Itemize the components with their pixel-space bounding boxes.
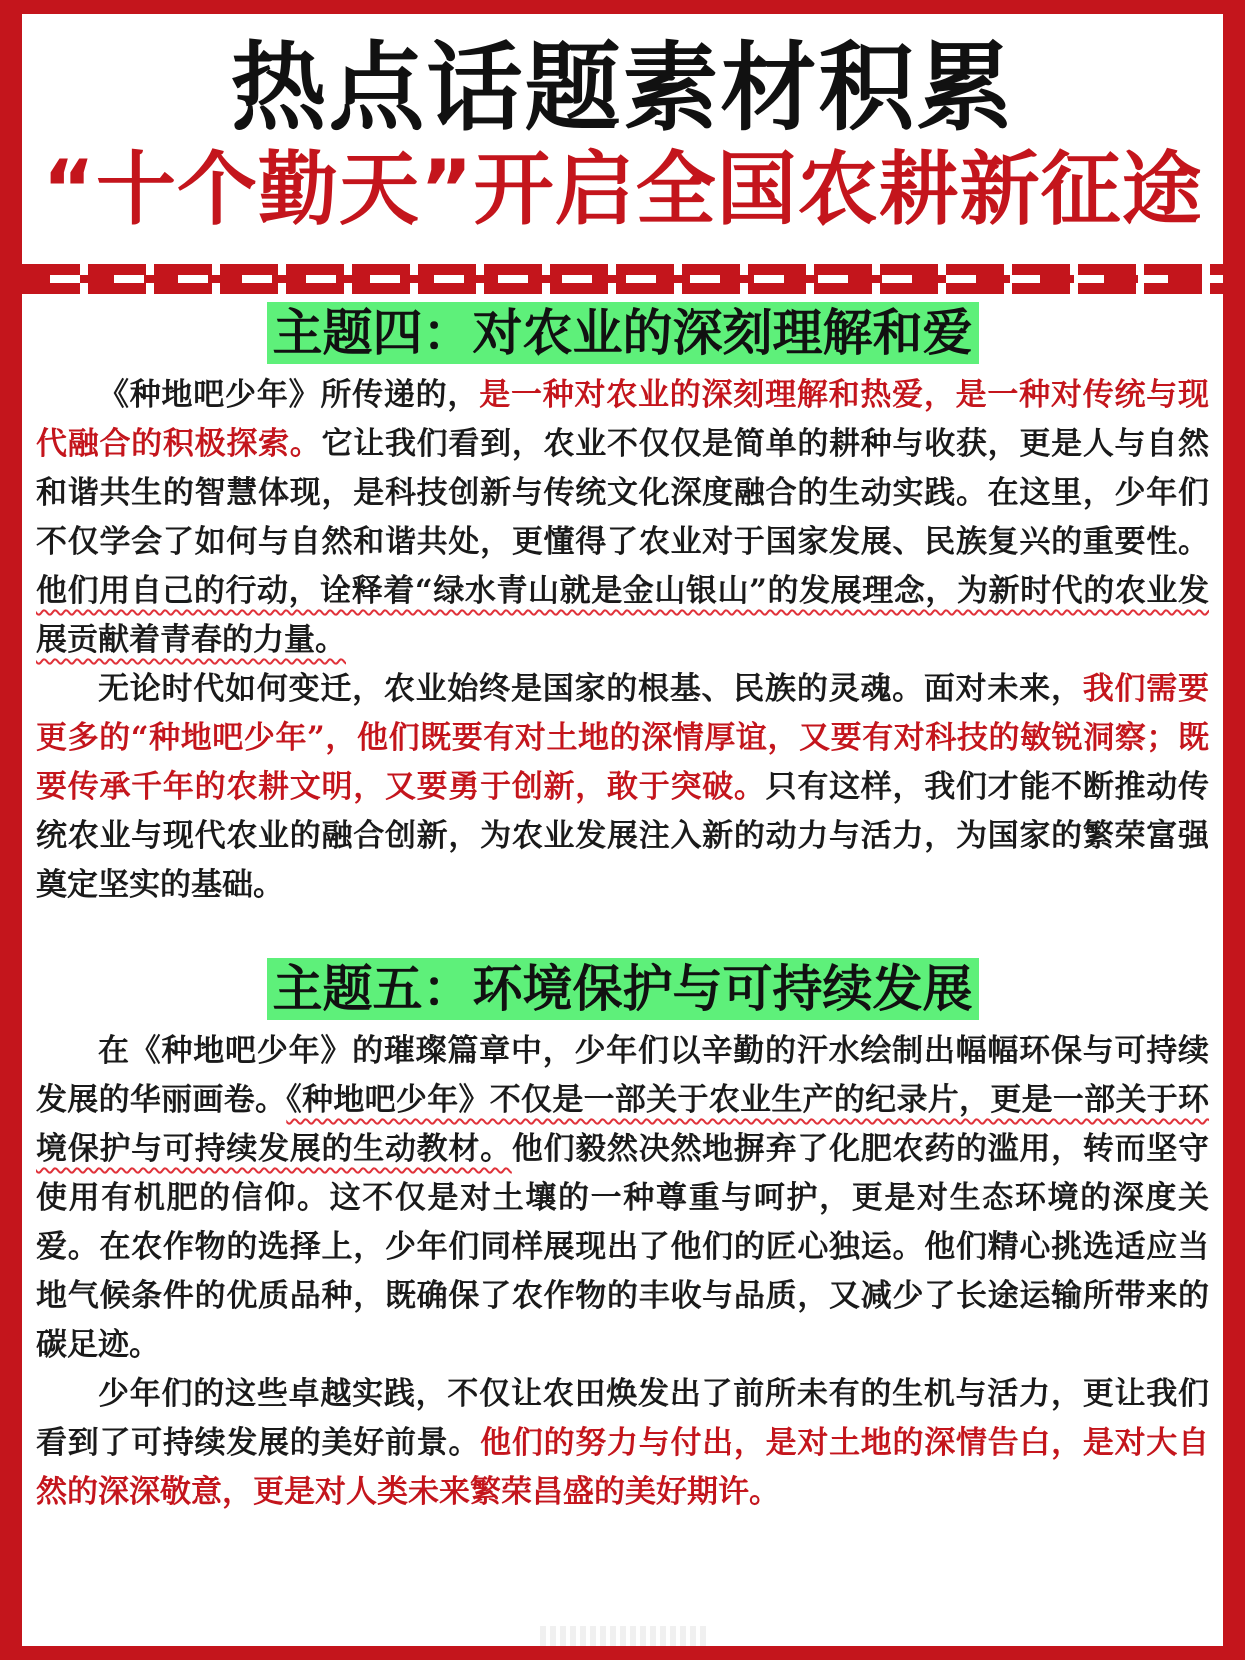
text-span: 只有这样，我们才能不断推动传统农业与现代农业的融合创新，为农业发展注入新的动力与活力，为国家的繁荣富强奠定坚实的基础。 (36, 769, 1209, 903)
highlight-red: 他们的努力与付出，是对土地的深情告白，是对大自然的深深敬意，更是对人类未来繁荣昌盛的美好期许。 (36, 1425, 1210, 1510)
section-5-paragraph-2 (36, 1370, 1209, 1517)
text-span: 在《种地吧少年》的璀璨篇章中，少年们以辛勤的汗水绘制出幅幅环保与可持续发展的华丽画卷。 (36, 1033, 1209, 1118)
highlight-red: 是一种对农业的深刻理解和热爱，是一种对传统与现代融合的积极探索。 (36, 377, 1210, 462)
highlight-wavy: 《种地吧少年》不仅是一部关于农业生产的纪录片，更是一部关于环境保护与可持续发展的生动教材。 (36, 1082, 1210, 1167)
watermark (540, 1626, 710, 1646)
section-4-paragraph-1 (36, 371, 1209, 665)
text-span: 无论时代如何变迁，农业始终是国家的根基、民族的灵魂。面对未来， (98, 671, 1083, 707)
text-span: 少年们的这些卓越实践，不仅让农田焕发出了前所未有的生机与活力，更让我们看到了可持续发展的美好前景。 (36, 1376, 1209, 1461)
text-span: 《种地吧少年》所传递的， (98, 377, 480, 413)
article-body (36, 294, 1209, 1517)
section-5-heading: 主题五：环境保护与可持续发展 (267, 958, 979, 1020)
text-span: 它让我们看到，农业不仅仅是简单的耕种与收获，更是人与自然和谐共生的智慧体现，是科技创新与传统文化深度融合的生动实践。在这里，少年们不仅学会了如何与自然和谐共处，更懂得了农业对于国家发展、民族复兴的重要性。 (36, 426, 1209, 560)
page-title: 热点话题素材积累 (230, 32, 1015, 144)
text-span: 他们毅然决然地摒弃了化肥农药的滥用，转而坚守使用有机肥的信仰。这不仅是对土壤的一种尊重与呵护，更是对生态环境的深度关爱。在农作物的选择上，少年们同样展现出了他们的匠心独运。他们精心挑选适应当地气候条件的优质品种，既确保了农作物的丰收与品质，又减少了长途运输所带来的碳足迹。 (36, 1131, 1210, 1363)
section-5-paragraph-1 (36, 1027, 1209, 1370)
section-4-paragraph-2 (36, 665, 1209, 910)
highlight-wavy: 他们用自己的行动，诠释着“绿水青山就是金山银山”的发展理念，为新时代的农业发展贡献着青春的力量。 (36, 573, 1209, 658)
section-5 (36, 958, 1209, 1021)
dashed-divider (22, 264, 1223, 294)
section-gap (36, 910, 1209, 950)
highlight-red: 我们需要更多的“种地吧少年”，他们既要有对土地的深情厚谊，又要有对科技的敏锐洞察；既要传承千年的农耕文明，又要勇于创新，敢于突破。 (36, 671, 1209, 805)
section-4 (36, 302, 1209, 365)
section-4-heading: 主题四：对农业的深刻理解和爱 (267, 302, 979, 364)
page-subtitle: “十个勤天”开启全国农耕新征途 (42, 143, 1203, 236)
